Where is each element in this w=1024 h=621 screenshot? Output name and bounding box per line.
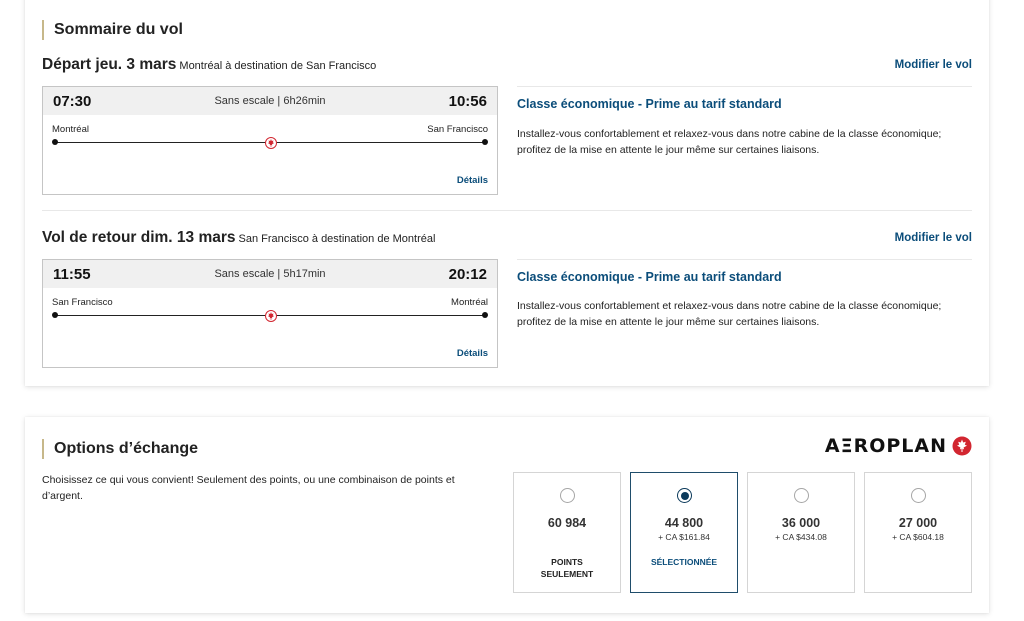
return-arrival-time: 20:12 (448, 266, 487, 283)
return-stops-duration: Sans escale | 5h17min (214, 268, 326, 280)
option-cash: + CA $434.08 (775, 532, 827, 542)
outbound-departure-time: 07:30 (53, 93, 92, 110)
return-departure-time: 11:55 (53, 266, 91, 283)
outbound-arrival-time: 10:56 (448, 93, 487, 110)
destination-dot (482, 312, 488, 318)
radio-button[interactable] (560, 488, 575, 503)
points-only-option[interactable] (513, 472, 621, 593)
flight-summary-card (25, 0, 989, 386)
outbound-cabin-description: Installez-vous confortablement et relaxez-vous dans notre cabine de la classe économique; profitez de la mise en attente le jour même sur certaines liaisons. (517, 128, 942, 156)
outbound-cabin-title: Classe économique - Prime au tarif standard (517, 97, 782, 111)
option-points: 44 800 (664, 516, 704, 530)
outbound-destination-city: San Francisco (427, 124, 488, 135)
divider (517, 86, 972, 87)
return-details-link[interactable]: Détails (456, 348, 488, 359)
radio-button[interactable] (794, 488, 809, 503)
exchange-options-title: Options d’échange (42, 439, 198, 459)
outbound-date: Départ jeu. 3 mars (42, 56, 177, 73)
option-points: 36 000 (781, 516, 821, 530)
radio-button-selected[interactable] (677, 488, 692, 503)
maple-leaf-roundel-icon (952, 436, 972, 456)
option-points: 60 984 (547, 516, 587, 530)
points-plus-cash-option-selected[interactable] (630, 472, 738, 593)
return-cabin-title: Classe économique - Prime au tarif standard (517, 270, 782, 284)
origin-dot (52, 139, 58, 145)
exchange-options-description: Choisissez ce qui vous convient! Seulement des points, ou une combinaison de points et d’argent. (42, 474, 455, 502)
return-destination-city: Montréal (451, 297, 488, 308)
radio-fill (681, 492, 689, 500)
outbound-details-link[interactable]: Détails (456, 175, 488, 186)
divider (42, 210, 972, 211)
aeroplan-wordmark: AΞROPLAN (824, 435, 947, 457)
modify-return-link[interactable]: Modifier le vol (894, 232, 972, 244)
aeroplan-logo (825, 435, 972, 457)
outbound-origin-city: Montréal (52, 124, 89, 135)
return-date: Vol de retour dim. 13 mars (42, 229, 236, 246)
points-plus-cash-option[interactable] (747, 472, 855, 593)
option-note: POINTS SEULEMENT (540, 557, 594, 579)
return-route: San Francisco à destination de Montréal (238, 233, 436, 245)
option-cash: + CA $604.18 (892, 532, 944, 542)
outbound-heading (42, 56, 376, 74)
exchange-options-card (25, 417, 989, 613)
modify-outbound-link[interactable]: Modifier le vol (894, 59, 972, 71)
return-flight-box (42, 259, 498, 368)
flight-summary-title: Sommaire du vol (42, 20, 183, 40)
maple-leaf-icon (265, 310, 277, 322)
option-cash: + CA $161.84 (658, 532, 710, 542)
return-cabin-description: Installez-vous confortablement et relaxez-vous dans notre cabine de la classe économique; profitez de la mise en attente le jour même sur certaines liaisons. (517, 300, 942, 328)
points-plus-cash-option[interactable] (864, 472, 972, 593)
divider (517, 259, 972, 260)
option-points: 27 000 (898, 516, 938, 530)
return-origin-city: San Francisco (52, 297, 113, 308)
maple-leaf-icon (265, 137, 277, 149)
outbound-route: Montréal à destination de San Francisco (179, 60, 377, 72)
outbound-stops-duration: Sans escale | 6h26min (214, 95, 326, 107)
destination-dot (482, 139, 488, 145)
origin-dot (52, 312, 58, 318)
return-heading (42, 229, 435, 247)
radio-button[interactable] (911, 488, 926, 503)
outbound-flight-box (42, 86, 498, 195)
option-selected-label: SÉLECTIONNÉE (650, 557, 718, 567)
